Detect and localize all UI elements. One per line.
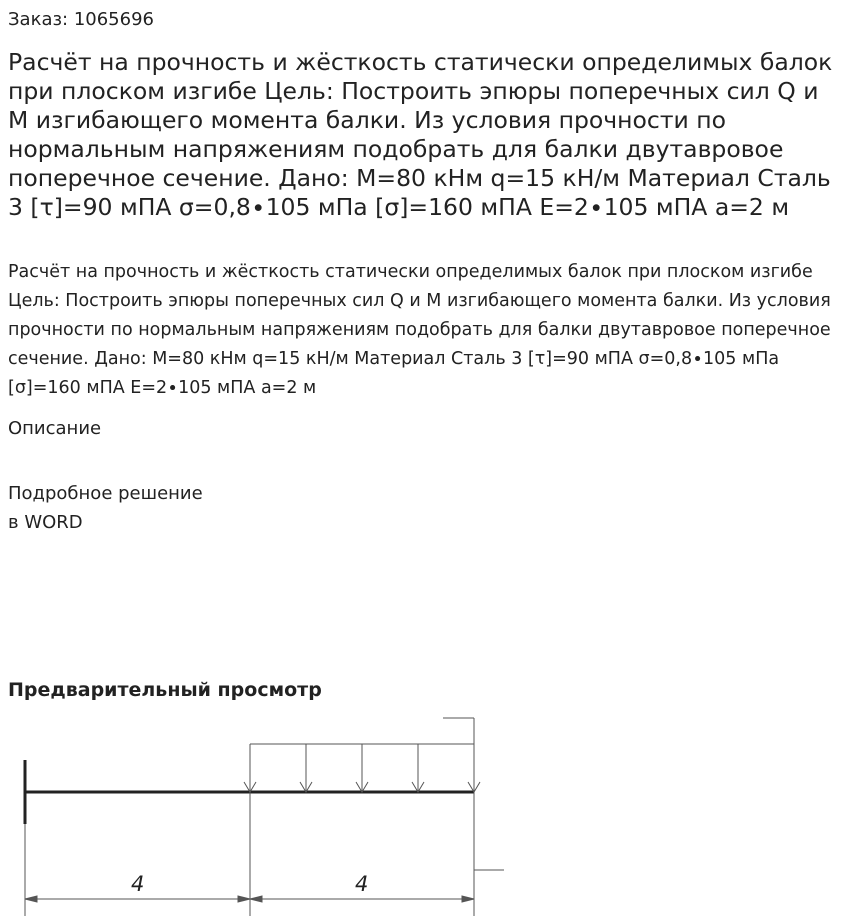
- preview-title: Предварительный просмотр: [8, 679, 322, 701]
- beam-diagram-preview: [0, 710, 847, 924]
- dimension-label-left: 4: [131, 872, 145, 896]
- top-right-bracket: [443, 718, 474, 744]
- distributed-load: [244, 744, 480, 792]
- description-label: Описание: [8, 418, 102, 439]
- dimension-label-right: 4: [355, 872, 369, 896]
- extension-lines: [25, 792, 504, 916]
- solution-line-2: в WORD: [8, 512, 83, 533]
- solution-info: [8, 479, 203, 537]
- description-text: Расчёт на прочность и жёсткость статически определимых балок при плоском изгибе Цель: Построить эпюры поперечных сил Q и M изгибающего момента балки. Из условия прочности по нормальным напряжениям подобрать для балки двутавровое поперечное сечение. Дано: M=80 кНм q=15 кН/м Материал Сталь 3 [τ]=90 мПА σ=0,8∙105 мПа [σ]=160 мПА E=2∙105 мПА a=2 м: [8, 262, 831, 398]
- page-title: Расчёт на прочность и жёсткость статически определимых балок при плоском изгибе Цель: Построить эпюры поперечных сил Q и M изгибающего момента балки. Из условия прочности по нормальным напряжениям подобрать для балки двутавровое поперечное сечение. Дано: M=80 кНм q=15 кН/м Материал Сталь 3 [τ]=90 мПА σ=0,8∙105 мПа [σ]=160 мПА E=2∙105 мПА a=2 м: [8, 48, 833, 221]
- order-number: Заказ: 1065696: [8, 9, 154, 30]
- solution-line-1: Подробное решение: [8, 483, 203, 504]
